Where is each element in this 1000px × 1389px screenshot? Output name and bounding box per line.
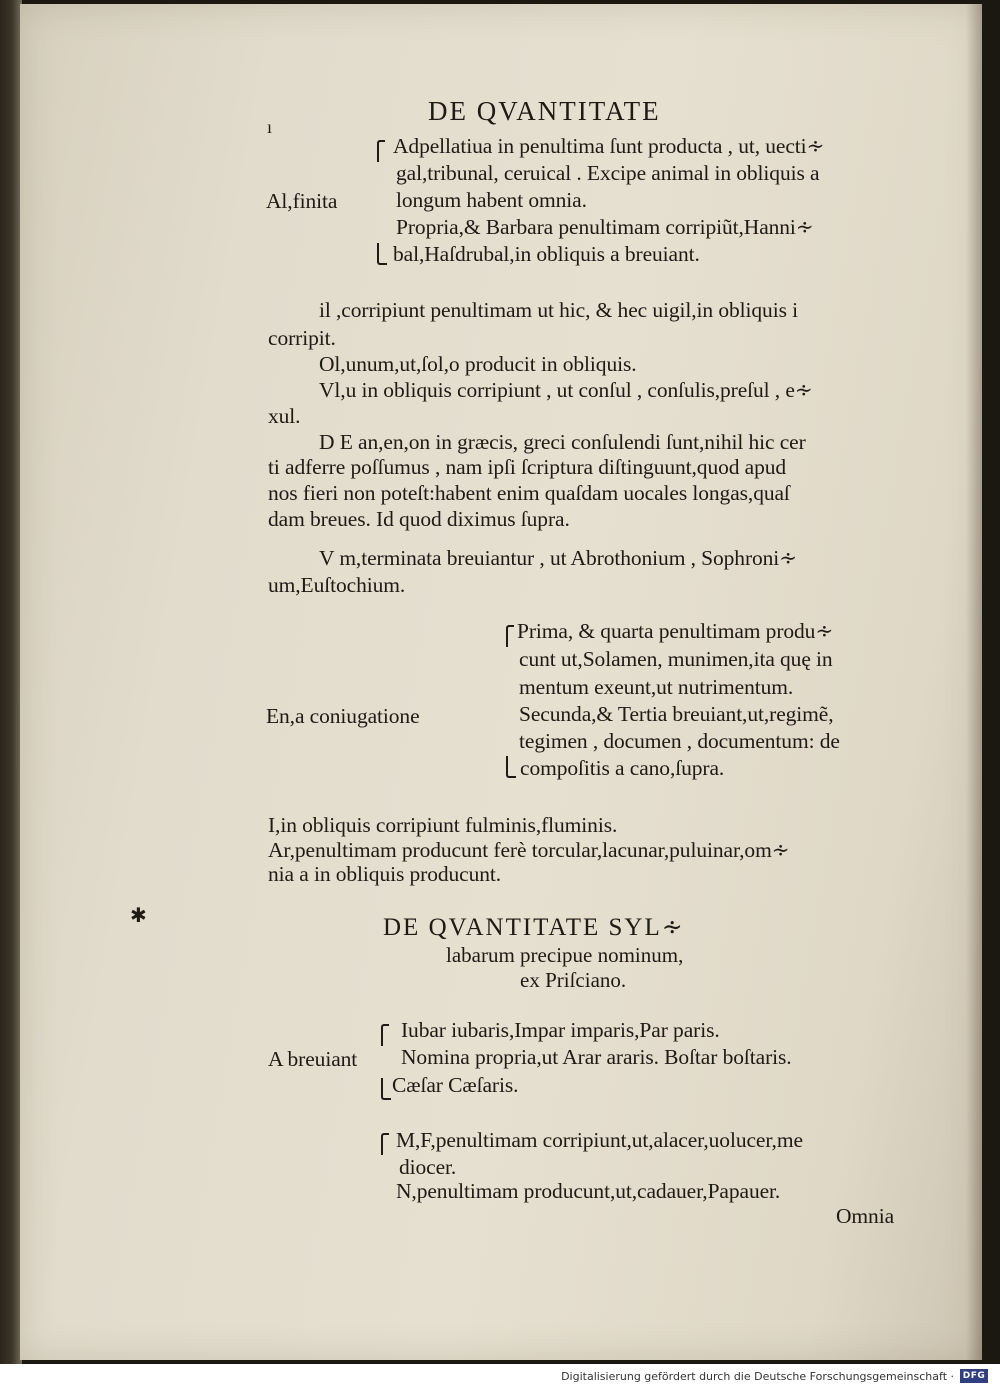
section-subheading: ex Priſciano. xyxy=(520,968,627,992)
block1-line: Adpellatiua in penultima ſunt producta , ut, uecti∻ xyxy=(393,134,825,158)
block4-line: M,F,penultimam corripiunt,ut,alacer,uolucer,me xyxy=(396,1128,803,1152)
dfg-logo: DFG xyxy=(960,1369,988,1383)
paragraph-line: nos fieri non poteſt:habent enim quaſdam uocales longas,quaſ xyxy=(268,481,790,505)
paragraph-line: Vl,u in obliquis corripiunt , ut conſul , conſulis,preſul , e∻ xyxy=(319,378,813,402)
paragraph-line: xul. xyxy=(268,404,301,428)
block2-line: tegimen , documen , documentum: de xyxy=(519,729,840,753)
block2-line: mentum exeunt,ut nutrimentum. xyxy=(519,675,794,699)
paragraph-line: um,Euſtochium. xyxy=(268,573,406,597)
block2-brace-bottom xyxy=(506,756,516,778)
block1-line: bal,Haſdrubal,in obliquis a breuiant. xyxy=(393,242,700,266)
block1-brace-top xyxy=(377,140,385,162)
catchword: Omnia xyxy=(836,1204,895,1228)
block4-line: N,penultimam producunt,ut,cadauer,Papauer. xyxy=(396,1179,781,1203)
block1-side-label: Al,finita xyxy=(266,189,338,213)
block3-line: Cæſar Cæſaris. xyxy=(392,1073,519,1097)
block1-line: gal,tribunal, ceruical . Excipe animal in obliquis a xyxy=(396,161,820,185)
block3-line: Iubar iubaris,Impar imparis,Par paris. xyxy=(401,1018,720,1042)
footer-bar xyxy=(0,1364,1000,1389)
block3-side-label: A breuiant xyxy=(268,1047,358,1071)
block3-line: Nomina propria,ut Arar araris. Boſtar boſtaris. xyxy=(401,1045,792,1069)
paragraph-line: Ar,penultimam producunt ferè torcular,lacunar,puluinar,om∻ xyxy=(268,838,790,862)
footer-credit: Digitalisierung gefördert durch die Deutsche Forschungsgemeinschaft · xyxy=(561,1370,954,1383)
block2-brace-top xyxy=(506,625,514,647)
block3-brace-top xyxy=(381,1024,389,1046)
block2-line: Prima, & quarta penultimam produ∻ xyxy=(517,619,834,643)
section-heading: DE QVANTITATE SYL∻ xyxy=(383,914,685,941)
page-edge-shadow xyxy=(966,4,982,1360)
paragraph-line: corripit. xyxy=(268,326,336,350)
paragraph-line: ti adferre poſſumus , nam ipſi ſcriptura diſtinguunt,quod apud xyxy=(268,455,787,479)
block1-line: longum habent omnia. xyxy=(396,188,587,212)
paragraph-line: nia a in obliquis producunt. xyxy=(268,862,502,886)
margin-mark: ı xyxy=(267,117,272,137)
paragraph-line: D E an,en,on in græcis, greci conſulendi ſunt,nihil hic cer xyxy=(319,430,806,454)
block4-brace-top xyxy=(381,1133,389,1155)
block2-line: compoſitis a cano,ſupra. xyxy=(520,756,725,780)
block2-line: cunt ut,Solamen, munimen,ita quę in xyxy=(519,647,833,671)
block1-line: Propria,& Barbara penultimam corripiũt,Hanni∻ xyxy=(396,215,814,239)
scan-shadow-left xyxy=(0,0,22,1389)
paragraph-line: dam breues. Id quod diximus ſupra. xyxy=(268,507,570,531)
ink-blot: ✱ xyxy=(130,905,147,927)
paragraph-line: I,in obliquis corripiunt fulminis,fluminis. xyxy=(268,813,618,837)
block2-line: Secunda,& Tertia breuiant,ut,regimẽ, xyxy=(519,702,834,726)
section-subheading: labarum precipue nominum, xyxy=(446,943,684,967)
block3-brace-bottom xyxy=(381,1078,391,1100)
block4-line: diocer. xyxy=(399,1155,457,1179)
paragraph-line: il ,corripiunt penultimam ut hic, & hec uigil,in obliquis i xyxy=(319,298,798,322)
block1-brace-bottom xyxy=(377,243,387,265)
running-head: DE QVANTITATE xyxy=(428,96,661,126)
paragraph-line: V m,terminata breuiantur , ut Abrothonium , Sophroni∻ xyxy=(319,546,798,570)
block2-side-label: En,a coniugatione xyxy=(266,704,420,728)
paragraph-line: Ol,unum,ut,ſol,o producit in obliquis. xyxy=(319,352,637,376)
